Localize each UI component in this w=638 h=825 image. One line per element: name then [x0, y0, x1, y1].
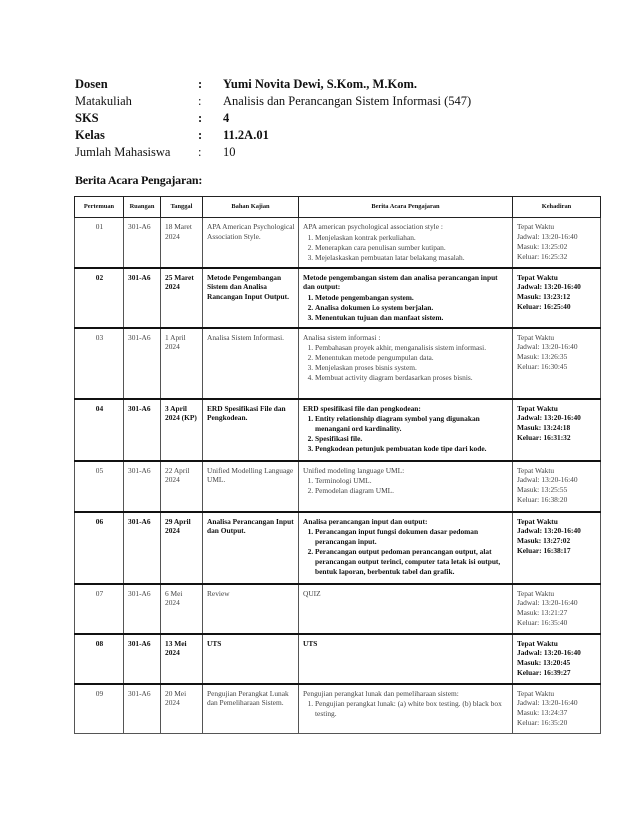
kehadiran-line: Keluar: 16:35:20: [517, 718, 568, 728]
meeting-row: [75, 461, 601, 512]
kehadiran-line: Tepat Waktu: [517, 272, 558, 282]
meeting-row: [75, 328, 601, 399]
kehadiran-line: Masuk: 13:25:02: [517, 241, 568, 251]
table-header-row: [75, 197, 601, 218]
kehadiran-cell: [513, 268, 601, 328]
berita-item: 4. Membuat activity diagram berdasarkan proses bisnis.: [315, 373, 509, 383]
kehadiran-line: Jadwal: 13:20-16:40: [517, 282, 581, 292]
kehadiran-line: Keluar: 16:39:27: [517, 668, 571, 678]
bahan-kajian-cell: Unified Modelling Language UML.: [203, 461, 299, 512]
berita-intro: Analisa sistem informasi :: [303, 332, 381, 342]
info-row: [75, 110, 471, 127]
berita-acara-cell: [299, 328, 513, 399]
kehadiran-line: Masuk: 13:27:02: [517, 536, 571, 546]
kehadiran-line: Jadwal: 13:20-16:40: [517, 598, 578, 608]
berita-item: 1. Perancangan input fungsi dokumen dasar pedoman perancangan input.: [315, 527, 509, 547]
info-separator: :: [198, 128, 203, 142]
kehadiran-line: Masuk: 13:23:12: [517, 292, 571, 302]
info-value: 10: [223, 145, 236, 159]
info-value: Yumi Novita Dewi, S.Kom., M.Kom.: [223, 77, 417, 91]
berita-item: 3. Pengkodean petunjuk pembuatan kode tipe dari kode.: [315, 444, 509, 454]
header-berita-acara: Berita Acara Pengajaran: [299, 197, 513, 218]
tanggal-cell: 6 Mei 2024: [161, 584, 203, 634]
kehadiran-line: Tepat Waktu: [517, 688, 555, 698]
kehadiran-line: Jadwal: 13:20-16:40: [517, 698, 578, 708]
info-value: 11.2A.01: [223, 128, 269, 142]
bahan-kajian-cell: Analisa Sistem Informasi.: [203, 328, 299, 399]
kehadiran-line: Jadwal: 13:20-16:40: [517, 342, 578, 352]
info-label: Dosen: [75, 77, 108, 91]
info-value: 4: [223, 111, 230, 125]
berita-intro: Pengujian perangkat lunak dan pemeliharaan sistem:: [303, 688, 459, 698]
pertemuan-cell: 06: [75, 512, 124, 584]
ruangan-cell: 301-A6: [124, 218, 161, 268]
pertemuan-cell: 07: [75, 584, 124, 634]
kehadiran-line: Masuk: 13:25:55: [517, 485, 568, 495]
berita-item: 2. Pemodelan diagram UML.: [315, 486, 509, 496]
meeting-row: [75, 399, 601, 461]
kehadiran-line: Jadwal: 13:20-16:40: [517, 231, 578, 241]
kehadiran-line: Jadwal: 13:20-16:40: [517, 475, 578, 485]
kehadiran-cell: [513, 461, 601, 512]
berita-intro: APA american psychological association style :: [303, 222, 443, 231]
berita-intro: ERD spesifikasi file dan pengkodean:: [303, 403, 421, 413]
meeting-row: [75, 268, 601, 328]
info-label: Matakuliah: [75, 94, 132, 108]
kehadiran-line: Keluar: 16:30:45: [517, 362, 568, 372]
ruangan-cell: 301-A6: [124, 584, 161, 634]
kehadiran-line: Masuk: 13:24:37: [517, 708, 568, 718]
kehadiran-line: Jadwal: 13:20-16:40: [517, 413, 581, 423]
berita-item: 3. Menjelaskan proses bisnis system.: [315, 363, 509, 373]
tanggal-cell: 22 April 2024: [161, 461, 203, 512]
header-bahan-kajian: Bahan Kajian: [203, 197, 299, 218]
pertemuan-cell: 09: [75, 684, 124, 734]
berita-item-list: [303, 293, 509, 323]
tanggal-cell: 1 April 2024: [161, 328, 203, 399]
kehadiran-line: Keluar: 16:31:32: [517, 433, 571, 443]
berita-intro: Metode pengembangan sistem dan analisa perancangan input dan output:: [303, 272, 498, 292]
bahan-kajian-cell: Analisa Perancangan Input dan Output.: [203, 512, 299, 584]
tanggal-cell: 13 Mei 2024: [161, 634, 203, 684]
info-separator: :: [198, 145, 202, 159]
kehadiran-line: Masuk: 13:24:18: [517, 423, 571, 433]
kehadiran-cell: [513, 684, 601, 734]
kehadiran-cell: [513, 328, 601, 399]
info-label: Kelas: [75, 128, 105, 142]
info-separator: :: [198, 77, 203, 91]
berita-intro: Unified modeling language UML:: [303, 465, 405, 475]
header-kehadiran: Kehadiran: [513, 197, 601, 218]
berita-acara-table: [74, 196, 601, 734]
pertemuan-cell: 01: [75, 218, 124, 268]
berita-acara-cell: [299, 634, 513, 684]
berita-item: 3. Menentukan tujuan dan manfaat sistem.: [315, 313, 509, 323]
berita-acara-cell: [299, 461, 513, 512]
kehadiran-line: Keluar: 16:38:17: [517, 546, 571, 556]
ruangan-cell: 301-A6: [124, 512, 161, 584]
bahan-kajian-cell: APA American Psychological Association Style.: [203, 218, 299, 268]
kehadiran-cell: [513, 584, 601, 634]
kehadiran-line: Keluar: 16:35:40: [517, 618, 568, 628]
kehadiran-line: Tepat Waktu: [517, 403, 558, 413]
kehadiran-line: Jadwal: 13:20-16:40: [517, 648, 581, 658]
berita-acara-cell: [299, 684, 513, 734]
kehadiran-line: Masuk: 13:20:45: [517, 658, 571, 668]
ruangan-cell: 301-A6: [124, 684, 161, 734]
berita-item: 3. Mejelaskaskan pembuatan latar belakang masalah.: [315, 253, 509, 263]
berita-item-list: [303, 414, 509, 453]
berita-item: 1. Entity relationship diagram symbol yang digunakan menangani ord kardinality.: [315, 414, 509, 434]
berita-item: 2. Menentukan metode pengumpulan data.: [315, 353, 509, 363]
kehadiran-line: Keluar: 16:38:20: [517, 495, 568, 505]
kehadiran-line: Tepat Waktu: [517, 332, 555, 342]
info-row: [75, 93, 471, 110]
berita-acara-title: Berita Acara Pengajaran:: [75, 173, 203, 187]
bahan-kajian-cell: Metode Pengembangan Sistem dan Analisa Rancangan Input Output.: [203, 268, 299, 328]
ruangan-cell: 301-A6: [124, 268, 161, 328]
info-row: [75, 127, 471, 144]
meeting-row: [75, 684, 601, 734]
info-separator: :: [198, 111, 203, 125]
pertemuan-cell: 03: [75, 328, 124, 399]
berita-item-list: [303, 343, 509, 382]
kehadiran-line: Tepat Waktu: [517, 516, 558, 526]
kehadiran-line: Jadwal: 13:20-16:40: [517, 526, 581, 536]
berita-intro: UTS: [303, 638, 318, 648]
kehadiran-line: Tepat Waktu: [517, 588, 555, 598]
kehadiran-line: Tepat Waktu: [517, 638, 558, 648]
tanggal-cell: 25 Maret 2024: [161, 268, 203, 328]
pertemuan-cell: 08: [75, 634, 124, 684]
berita-item-list: [303, 527, 509, 576]
bahan-kajian-cell: Pengujian Perangkat Lunak dan Pemeliharaan Sistem.: [203, 684, 299, 734]
tanggal-cell: 3 April 2024 (KP): [161, 399, 203, 461]
berita-item: 2. Menerapkan cara penulisan sumber kutipan.: [315, 243, 509, 253]
bahan-kajian-cell: ERD Spesifikasi File dan Pengkodean.: [203, 399, 299, 461]
berita-acara-cell: [299, 512, 513, 584]
info-row: [75, 144, 471, 161]
ruangan-cell: 301-A6: [124, 399, 161, 461]
course-info-table: [75, 76, 471, 161]
berita-acara-cell: [299, 584, 513, 634]
info-label: SKS: [75, 111, 99, 125]
kehadiran-line: Masuk: 13:21:27: [517, 608, 568, 618]
berita-item-list: [303, 699, 509, 719]
berita-intro: QUIZ: [303, 588, 321, 598]
header-ruangan: Ruangan: [124, 197, 161, 218]
berita-acara-cell: [299, 218, 513, 268]
kehadiran-cell: [513, 512, 601, 584]
header-pertemuan: Pertemuan: [75, 197, 124, 218]
meeting-row: [75, 512, 601, 584]
kehadiran-line: Tepat Waktu: [517, 222, 555, 231]
kehadiran-line: Tepat Waktu: [517, 465, 555, 475]
berita-item-list: [303, 233, 509, 263]
bahan-kajian-cell: UTS: [203, 634, 299, 684]
berita-acara-cell: [299, 268, 513, 328]
berita-item: 1. Menjelaskan kontrak perkuliahan.: [315, 233, 509, 243]
berita-item-list: [303, 476, 509, 496]
berita-acara-cell: [299, 399, 513, 461]
ruangan-cell: 301-A6: [124, 328, 161, 399]
kehadiran-cell: [513, 634, 601, 684]
kehadiran-cell: [513, 218, 601, 268]
bahan-kajian-cell: Review: [203, 584, 299, 634]
meeting-row: [75, 218, 601, 268]
berita-intro: Analisa perancangan input dan output:: [303, 516, 428, 526]
kehadiran-line: Keluar: 16:25:32: [517, 251, 568, 261]
meeting-row: [75, 634, 601, 684]
info-label: Jumlah Mahasiswa: [75, 145, 171, 159]
pertemuan-cell: 02: [75, 268, 124, 328]
berita-item: 1. Metode pengembangan system.: [315, 293, 509, 303]
berita-item: 2. Analisa dokumen i.o system berjalan.: [315, 303, 509, 313]
berita-item: 1. Pengujian perangkat lunak: (a) white box testing. (b) black box testing.: [315, 699, 509, 719]
kehadiran-cell: [513, 399, 601, 461]
berita-item: 2. Perancangan output pedoman perancangan output, alat perancangan output terinci, computer tata letak isi output, bentuk laporan, berbentuk tabel dan grafik.: [315, 547, 509, 577]
kehadiran-line: Keluar: 16:25:40: [517, 302, 571, 312]
kehadiran-line: Masuk: 13:26:35: [517, 352, 568, 362]
ruangan-cell: 301-A6: [124, 461, 161, 512]
berita-item: 1. Terminologi UML.: [315, 476, 509, 486]
header-tanggal: Tanggal: [161, 197, 203, 218]
pertemuan-cell: 04: [75, 399, 124, 461]
berita-item: 1. Pembahasan proyek akhir, menganalisis sistem informasi.: [315, 343, 509, 353]
ruangan-cell: 301-A6: [124, 634, 161, 684]
info-separator: :: [198, 94, 202, 108]
berita-item: 2. Spesifikasi file.: [315, 434, 509, 444]
info-value: Analisis dan Perancangan Sistem Informasi (547): [223, 94, 472, 108]
tanggal-cell: 18 Maret 2024: [161, 218, 203, 268]
meeting-row: [75, 584, 601, 634]
pertemuan-cell: 05: [75, 461, 124, 512]
tanggal-cell: 20 Mei 2024: [161, 684, 203, 734]
info-row: [75, 76, 471, 93]
tanggal-cell: 29 April 2024: [161, 512, 203, 584]
